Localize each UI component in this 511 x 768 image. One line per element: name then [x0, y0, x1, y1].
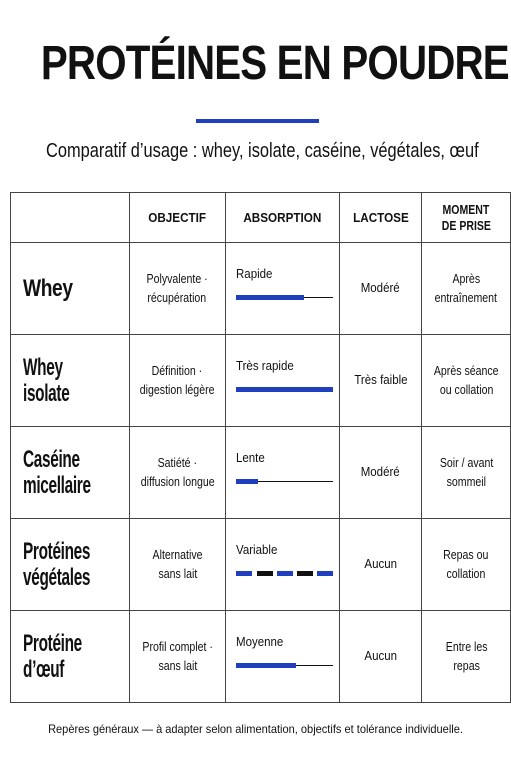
table-row — [11, 427, 511, 519]
row-lactose: Aucun — [339, 519, 422, 611]
row-lactose: Modéré — [339, 427, 422, 519]
absorption-bar-fill — [236, 479, 257, 484]
absorption-label: Moyenne — [236, 635, 284, 649]
page-title: PROTÉINES EN POUDRE — [40, 37, 509, 90]
row-lactose: Aucun — [339, 611, 422, 703]
header-lactose: LACTOSE — [339, 193, 422, 243]
absorption-bar — [236, 387, 333, 392]
row-name-line2: isolate — [23, 379, 70, 407]
absorption-label: Très rapide — [236, 359, 294, 373]
absorption-bar-segment — [277, 571, 293, 576]
absorption-bar-segment — [297, 571, 313, 576]
table-header-row — [11, 193, 511, 243]
title-underline — [196, 119, 319, 123]
absorption-bar — [236, 479, 333, 484]
row-absorption — [226, 519, 340, 611]
absorption-bar-segment — [257, 571, 273, 576]
row-name-line1: Caséine — [23, 445, 80, 473]
absorption-label: Rapide — [236, 267, 273, 281]
table-row — [11, 335, 511, 427]
row-name — [11, 243, 130, 335]
row-absorption — [226, 611, 340, 703]
absorption-bar-segment — [236, 571, 252, 576]
row-name — [11, 335, 130, 427]
row-moment: Soir / avant sommeil — [422, 427, 511, 519]
row-objectif: Alternative sans lait — [129, 519, 226, 611]
row-absorption — [226, 427, 340, 519]
absorption-bar-fill — [236, 295, 304, 300]
absorption-bar — [236, 295, 333, 300]
row-objectif: Profil complet · sans lait — [129, 611, 226, 703]
row-objectif: Polyvalente · récupération — [129, 243, 226, 335]
row-name-line2: d’œuf — [23, 655, 65, 683]
row-name — [11, 519, 130, 611]
footer-note: Repères généraux — à adapter selon alimentation, objectifs et tolérance individuelle. — [48, 722, 463, 736]
comparison-table — [10, 192, 511, 703]
table-row — [11, 519, 511, 611]
row-absorption — [226, 243, 340, 335]
row-name — [11, 427, 130, 519]
row-name-line2: micellaire — [23, 471, 91, 499]
row-lactose: Modéré — [339, 243, 422, 335]
absorption-bar-fill — [236, 663, 296, 668]
row-objectif: Satiété · diffusion longue — [129, 427, 226, 519]
row-objectif: Définition · digestion légère — [129, 335, 226, 427]
row-name-line1: Whey — [23, 274, 73, 302]
header-empty — [11, 193, 130, 243]
absorption-bar — [236, 663, 333, 668]
row-name-line1: Protéines — [23, 537, 91, 565]
absorption-bar-segment — [317, 571, 333, 576]
absorption-label: Lente — [236, 451, 266, 465]
row-name-line1: Whey — [23, 353, 63, 381]
table-row — [11, 611, 511, 703]
absorption-bar-fill — [236, 387, 333, 392]
header-absorption: ABSORPTION — [226, 193, 340, 243]
absorption-label: Variable — [236, 543, 278, 557]
page-subtitle: Comparatif d’usage : whey, isolate, caséine, végétales, œuf — [45, 140, 479, 162]
row-moment: Entre les repas — [422, 611, 511, 703]
header-objectif: OBJECTIF — [129, 193, 226, 243]
table-row — [11, 243, 511, 335]
row-absorption — [226, 335, 340, 427]
row-moment: Après entraînement — [422, 243, 511, 335]
row-name-line2: végétales — [23, 563, 91, 591]
row-moment: Après séance ou collation — [422, 335, 511, 427]
row-name-line1: Protéine — [23, 629, 82, 657]
absorption-bar — [236, 571, 333, 576]
row-lactose: Très faible — [339, 335, 422, 427]
row-name — [11, 611, 130, 703]
header-moment: MOMENT DE PRISE — [422, 193, 511, 243]
row-moment: Repas ou collation — [422, 519, 511, 611]
